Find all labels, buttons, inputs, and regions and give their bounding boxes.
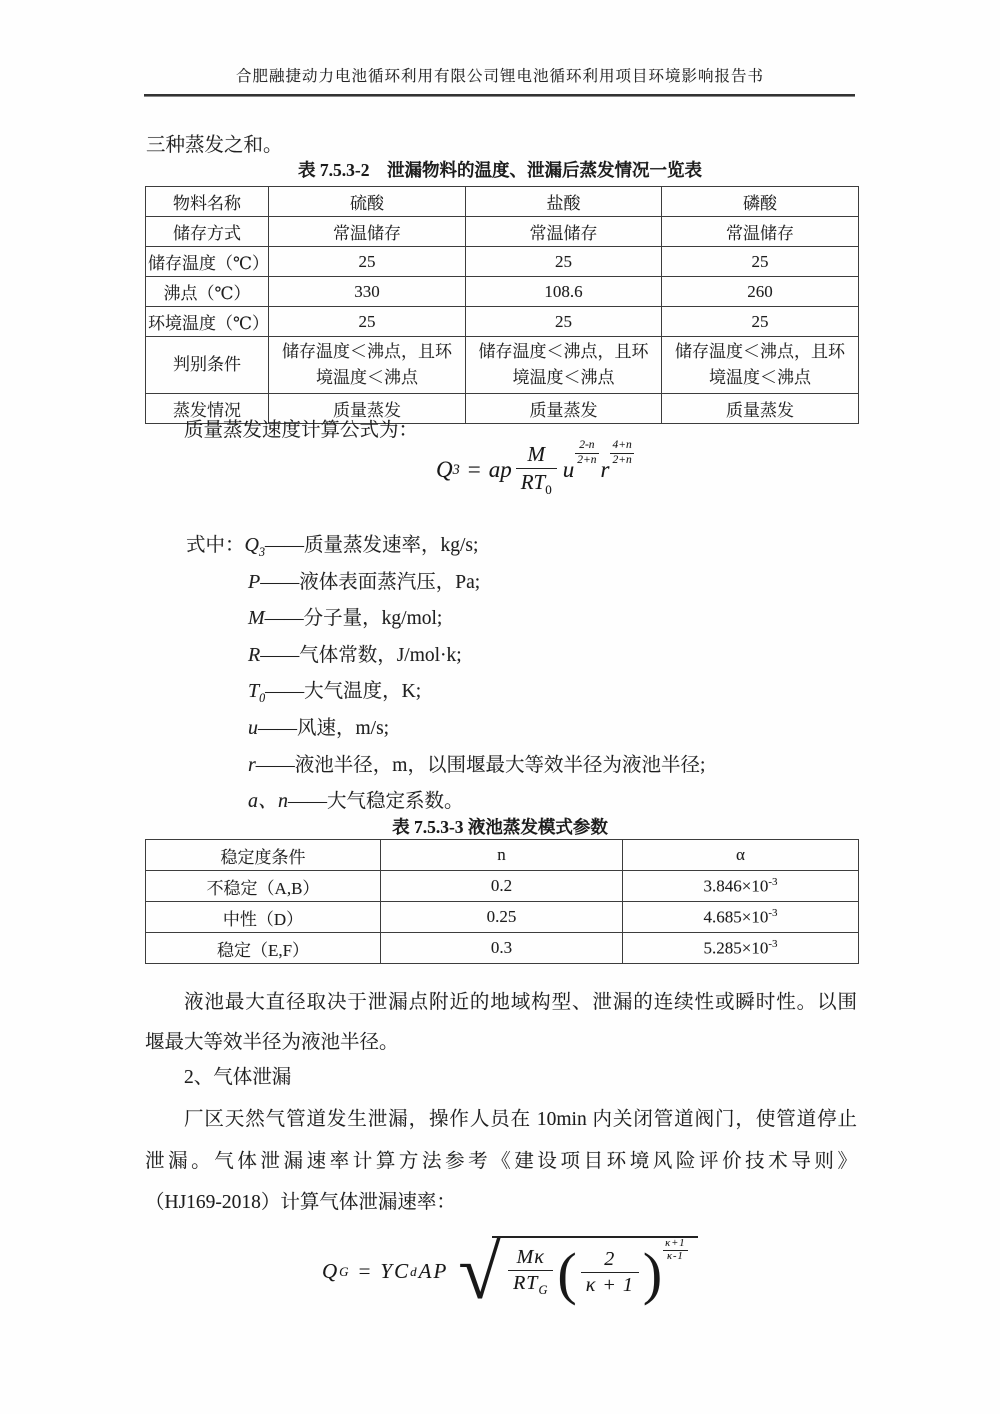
fraction-numerator: M [516, 442, 557, 469]
definition-text: ——大气稳定系数。 [288, 791, 464, 813]
value-mantissa: 5.285×10 [703, 938, 769, 958]
cell: 储存温度＜沸点，且环境温度＜沸点 [466, 337, 662, 394]
page-header-title: 合肥融捷动力电池循环利用有限公司锂电池循环利用项目环境影响报告书 [235, 68, 764, 85]
cell [623, 902, 859, 933]
square-root [458, 1228, 697, 1315]
text-line: 堰最大等效半径为液池半径。 [145, 1032, 399, 1053]
value-exponent: -3 [768, 906, 778, 919]
paragraph-pool-diameter [145, 983, 857, 1063]
table-row [146, 307, 859, 337]
text-line: 厂区天然气管道发生泄漏，操作人员在 10min 内关闭管道阀门，使管道停止 [184, 1109, 857, 1130]
cell: 常温储存 [662, 217, 859, 247]
formula1-intro: 质量蒸发速度计算公式为： [184, 420, 419, 441]
definition-text: ——气体常数，J/mol·k; [260, 644, 462, 666]
definition-text: ——大气温度，K; [265, 681, 422, 703]
math-symbol: T [248, 680, 260, 703]
cell: 盐酸 [466, 187, 662, 217]
cell: 108.6 [466, 277, 662, 307]
cell: 0.2 [381, 871, 623, 902]
value-exponent: -3 [768, 875, 778, 888]
row-label: 沸点（℃） [146, 277, 269, 307]
row-label: 物料名称 [146, 187, 269, 217]
formula-lhs [322, 1259, 448, 1284]
section-heading-gas-leak: 2、气体泄漏 [184, 1067, 292, 1088]
value-mantissa: 3.846×10 [703, 876, 769, 896]
math-symbol: Q [244, 534, 259, 556]
row-label: 判别条件 [146, 337, 269, 394]
header-divider [144, 94, 855, 97]
symbol-definition-list [186, 527, 705, 820]
formula-mass-evaporation-rate [436, 439, 634, 498]
math-symbol: M [248, 607, 265, 630]
paragraph-gas-leak [145, 1099, 857, 1224]
column-header: n [381, 840, 623, 871]
cell: 常温储存 [269, 217, 466, 247]
open-paren: ( [557, 1241, 577, 1306]
fraction [516, 442, 557, 498]
table2-caption: 表 7.5.3-3 液池蒸发模式参数 [392, 817, 608, 837]
definition-item [186, 564, 705, 601]
column-header: α [623, 840, 859, 871]
fraction [581, 1248, 639, 1297]
cell: 磷酸 [662, 187, 859, 217]
table-row [146, 902, 859, 933]
formula-gas-leak-rate [322, 1228, 698, 1315]
math-subscript: 3 [452, 461, 460, 478]
definition-item [186, 710, 705, 747]
exponent-fraction: 4+n 2+n [612, 439, 632, 466]
row-label: 蒸发情况 [146, 394, 269, 424]
cell: 储存温度＜沸点，且环境温度＜沸点 [662, 337, 859, 394]
table-leak-material-evaporation [145, 186, 859, 424]
math-symbol: R [248, 643, 261, 666]
table-row [146, 871, 859, 902]
cell: 不稳定（A,B） [146, 871, 381, 902]
table1-caption: 表 7.5.3-2 泄漏物料的温度、泄漏后蒸发情况一览表 [298, 160, 702, 180]
math-subscript: 0 [545, 482, 552, 498]
math-subscript: G [339, 1263, 351, 1279]
definition-item [186, 637, 705, 674]
cell: 质量蒸发 [662, 394, 859, 424]
math-symbol: a、n [248, 790, 288, 813]
math-symbol: AP [418, 1259, 449, 1284]
cell: 25 [466, 307, 662, 337]
math-symbol: r [600, 457, 610, 483]
equals-sign: = [467, 457, 481, 483]
value-mantissa: 4.685×10 [703, 907, 769, 927]
fraction-denominator: $RT_G$ [513, 1272, 549, 1298]
math-symbol: P [248, 570, 261, 593]
table-row [146, 337, 859, 394]
fraction-denominator: $RT_0$ [520, 470, 552, 498]
math-symbol: u [248, 716, 258, 739]
table-row [146, 247, 859, 277]
cell: 25 [269, 247, 466, 277]
value-exponent: -3 [768, 937, 778, 950]
definition-text: ——分子量，kg/mol; [264, 608, 443, 630]
cell: 硫酸 [269, 187, 466, 217]
text-line: （HJ169-2018）计算气体泄漏速率： [145, 1192, 456, 1213]
cell: 330 [269, 277, 466, 307]
power-term [562, 439, 599, 483]
cell: 25 [662, 247, 859, 277]
power-term [600, 439, 634, 483]
text-line: 泄漏。气体泄漏速率计算方法参考《建设项目环境风险评价技术导则》 [145, 1150, 857, 1172]
radicand [492, 1236, 697, 1306]
cell: 0.25 [381, 902, 623, 933]
close-paren: ) [642, 1241, 663, 1306]
exponent-fraction: κ+1 κ-1 [665, 1237, 686, 1262]
row-label: 储存方式 [146, 217, 269, 247]
math-subscript: 3 [258, 544, 266, 559]
definition-item [186, 600, 705, 637]
fraction-numerator: Mκ [508, 1246, 553, 1271]
definition-prefix: 式中： [186, 535, 245, 556]
table-pool-evaporation-params [145, 839, 859, 964]
cell [623, 871, 859, 902]
table-header-row [146, 840, 859, 871]
math-symbol: u [562, 457, 575, 483]
cell: 0.3 [381, 933, 623, 964]
cell: 25 [269, 307, 466, 337]
table-row [146, 217, 859, 247]
fraction-denominator: κ + 1 [585, 1273, 634, 1296]
cell: 稳定（E,F） [146, 933, 381, 964]
cell: 质量蒸发 [269, 394, 466, 424]
definition-text: ——液体表面蒸汽压，Pa; [260, 571, 481, 593]
definition-text: ——质量蒸发速率，kg/s; [265, 535, 479, 556]
text-line: 液池最大直径取决于泄漏点附近的地域构型、泄漏的连续性或瞬时性。以围 [184, 992, 857, 1013]
definition-text: ——风速，m/s; [258, 717, 390, 739]
cell: 中性（D） [146, 902, 381, 933]
definition-text: ——液池半径，m，以围堰最大等效半径为液池半径; [255, 754, 706, 776]
cell: 25 [662, 307, 859, 337]
math-symbol: Q [322, 1259, 340, 1284]
fraction [508, 1246, 553, 1298]
cell: 260 [662, 277, 859, 307]
math-symbol: YC [380, 1259, 411, 1284]
cell: 储存温度＜沸点，且环境温度＜沸点 [269, 337, 466, 394]
fraction-numerator: 2 [581, 1248, 639, 1273]
math-subscript: d [410, 1263, 419, 1279]
equals-sign: = [358, 1259, 373, 1284]
math-symbol: Q [436, 457, 453, 483]
table-row [146, 277, 859, 307]
math-subscript: G [538, 1283, 549, 1298]
cell: 常温储存 [466, 217, 662, 247]
definition-item [186, 673, 705, 710]
math-subscript: 0 [259, 691, 266, 706]
row-label: 储存温度（℃） [146, 247, 269, 277]
definition-item [186, 527, 705, 564]
cell: 25 [466, 247, 662, 277]
radical-sign: √ [458, 1228, 502, 1315]
cell: 质量蒸发 [466, 394, 662, 424]
intro-paragraph: 三种蒸发之和。 [146, 135, 283, 156]
math-symbol: ap [488, 457, 512, 483]
column-header: 稳定度条件 [146, 840, 381, 871]
exponent-fraction: 2-n 2+n [577, 439, 597, 466]
row-label: 环境温度（℃） [146, 307, 269, 337]
table-row [146, 187, 859, 217]
definition-item [186, 747, 705, 784]
table-row [146, 933, 859, 964]
math-symbol: r [248, 753, 256, 776]
cell [623, 933, 859, 964]
